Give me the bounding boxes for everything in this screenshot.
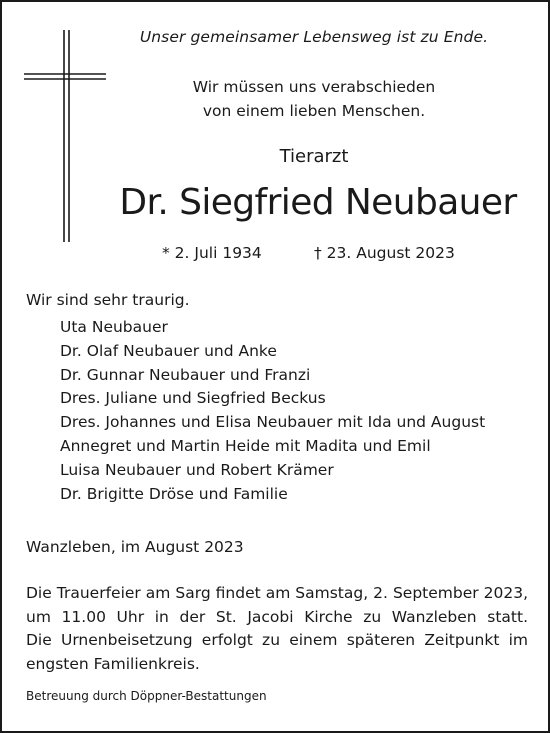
mourner-entry: Uta Neubauer: [60, 318, 168, 336]
latin-cross-icon: [24, 30, 106, 242]
mourner-entry: Dres. Juliane und Siegfried Beckus: [60, 389, 326, 408]
funeral-info-line: engsten Familienkreis.: [26, 654, 200, 673]
mourner-entry: Dr. Brigitte Dröse und Familie: [60, 484, 288, 503]
mourner-entry: Luisa Neubauer und Robert Krämer: [60, 460, 334, 479]
funeral-info: [26, 582, 528, 676]
birth-date: * 2. Juli 1934: [162, 244, 262, 262]
mourner-list: [60, 316, 485, 506]
intro-line: Wir müssen uns verabschieden: [192, 78, 436, 96]
funeral-info-line: um 11.00 Uhr in der St. Jacobi Kirche zu Wanzleben statt.: [26, 607, 528, 626]
intro-text: [122, 75, 506, 123]
mourner-entry: Dr. Olaf Neubauer und Anke: [60, 341, 277, 360]
death-date: † 23. August 2023: [314, 244, 455, 262]
mourners-intro: Wir sind sehr traurig.: [26, 291, 190, 309]
mourner-entry: Dr. Gunnar Neubauer und Franzi: [60, 365, 311, 384]
deceased-name: Dr. Siegfried Neubauer: [119, 182, 517, 223]
motto: Unser gemeinsamer Lebensweg ist zu Ende.: [139, 28, 489, 46]
place-date: Wanzleben, im August 2023: [26, 538, 244, 556]
funeral-home: Betreuung durch Döppner-Bestattungen: [26, 689, 267, 703]
profession: Tierarzt: [279, 146, 349, 167]
funeral-info-line: Die Urnenbeisetzung erfolgt zu einem späteren Zeitpunkt im: [26, 631, 528, 649]
funeral-info-line: Die Trauerfeier am Sarg findet am Samstag, 2. September 2023,: [26, 584, 528, 602]
mourner-entry: Annegret und Martin Heide mit Madita und Emil: [60, 436, 431, 455]
mourner-entry: Dres. Johannes und Elisa Neubauer mit Ida und August: [60, 413, 486, 432]
intro-line: von einem lieben Menschen.: [202, 102, 426, 120]
